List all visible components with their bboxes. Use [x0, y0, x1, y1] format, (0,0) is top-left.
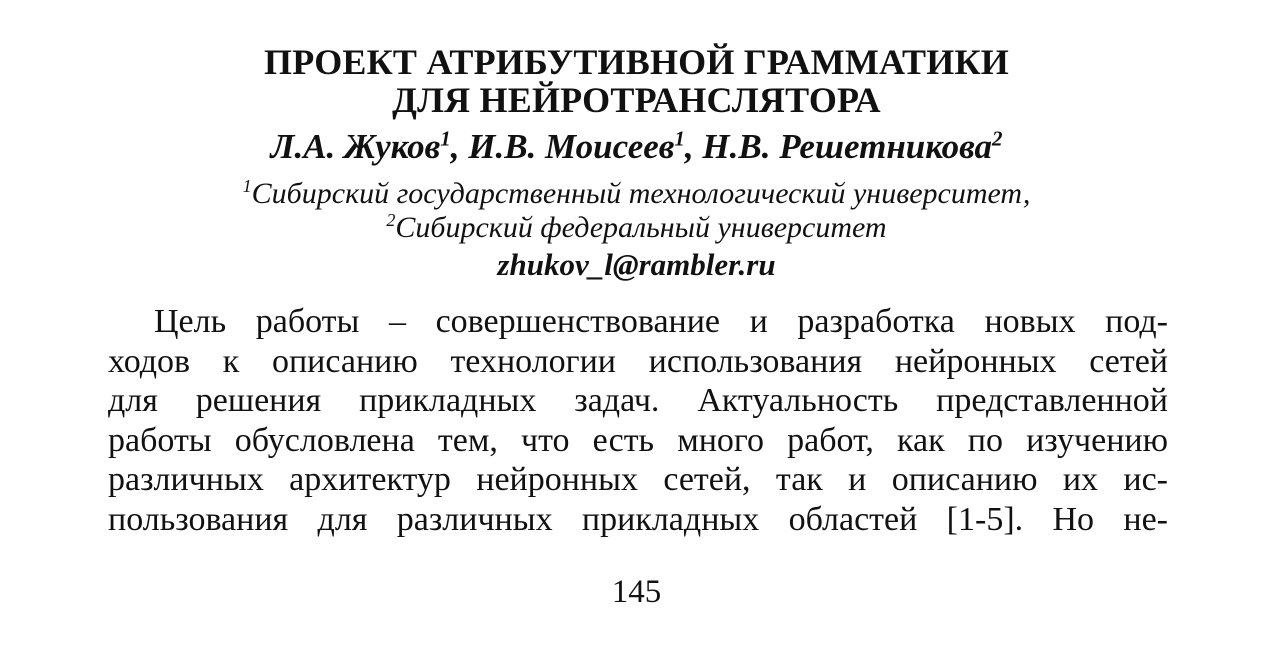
affiliation-1: [0, 178, 1273, 210]
author-affiliation-mark: 1: [674, 126, 685, 151]
body-line: различных архитектур нейронных сетей, так и описанию их ис-: [108, 461, 1168, 499]
body-line: для решения прикладных задач. Актуальность представленной: [108, 382, 1168, 420]
page-number: 145: [611, 574, 662, 610]
affiliation-text: Сибирский федеральный университет: [395, 211, 887, 244]
authors-line: [0, 128, 1273, 166]
affiliation-mark: 1: [242, 176, 252, 196]
author-name: Л.А. Жуков: [270, 127, 441, 166]
title-line-2: ДЛЯ НЕЙРОТРАНСЛЯТОРА: [392, 80, 881, 120]
affiliation-text: Сибирский государственный технологический университет,: [251, 177, 1031, 210]
author-separator: ,: [684, 127, 703, 166]
body-line: ходов к описанию технологии использования нейронных сетей: [108, 342, 1168, 380]
body-line: работы обусловлена тем, что есть много работ, как по изучению: [108, 421, 1168, 459]
title-line-1: ПРОЕКТ АТРИБУТИВНОЙ ГРАММАТИКИ: [264, 42, 1009, 82]
body-line: Цель работы – совершенствование и разработка новых под-: [154, 303, 1168, 340]
author-affiliation-mark: 2: [992, 126, 1003, 151]
body-line: пользования для различных прикладных областей [1-5]. Но не-: [108, 500, 1168, 538]
contact-email: zhukov_l@rambler.ru: [497, 247, 776, 282]
body-paragraph: [108, 302, 1168, 540]
affiliation-mark: 2: [386, 210, 396, 230]
author-name: Н.В. Решетникова: [702, 127, 993, 166]
author-separator: ,: [450, 127, 469, 166]
affiliation-2: [0, 212, 1273, 244]
author-affiliation-mark: 1: [440, 126, 451, 151]
author-name: И.В. Моисеев: [468, 127, 675, 166]
